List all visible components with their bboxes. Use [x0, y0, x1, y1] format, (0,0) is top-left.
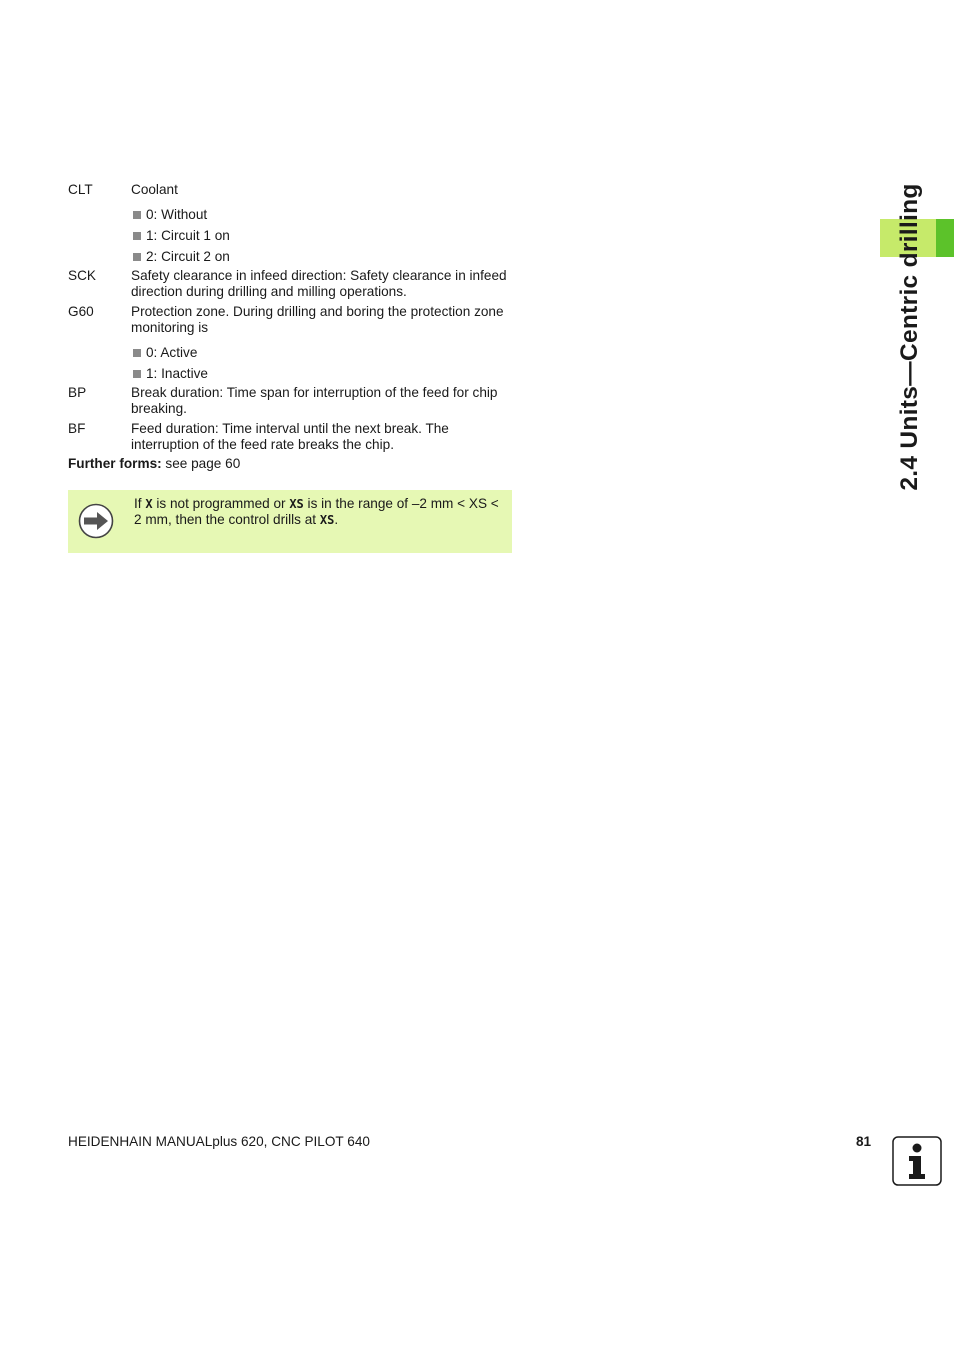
- footer-manual-title: HEIDENHAIN MANUALplus 620, CNC PILOT 640: [68, 1134, 370, 1149]
- arrow-right-icon: [78, 503, 114, 539]
- parameter-list: [68, 182, 518, 472]
- param-sck: [68, 268, 518, 300]
- option-text: 0: Active: [146, 345, 198, 360]
- param-desc: Protection zone. During drilling and boring the protection zone monitoring is: [131, 304, 504, 335]
- square-bullet-icon: [133, 211, 141, 219]
- code-x: X: [145, 497, 153, 511]
- param-code: BP: [68, 385, 87, 400]
- option-item: [68, 207, 518, 223]
- param-desc: Feed duration: Time interval until the next break. The interruption of the feed rate breaks the chip.: [131, 421, 449, 452]
- note-box: [68, 490, 512, 553]
- option-item: [68, 228, 518, 244]
- param-code: CLT: [68, 182, 93, 197]
- param-bp: [68, 385, 518, 417]
- param-code: BF: [68, 421, 86, 436]
- option-item: [68, 366, 518, 382]
- param-clt: [68, 182, 518, 198]
- section-title: 2.4 Units—Centric drilling: [896, 183, 923, 491]
- square-bullet-icon: [133, 370, 141, 378]
- info-icon: [892, 1136, 942, 1186]
- square-bullet-icon: [133, 232, 141, 240]
- param-bf: [68, 421, 518, 453]
- param-code: SCK: [68, 268, 96, 283]
- code-xs: XS: [319, 513, 335, 527]
- option-text: 2: Circuit 2 on: [146, 249, 230, 264]
- option-item: [68, 249, 518, 265]
- further-forms-text: see page 60: [161, 456, 241, 471]
- option-text: 0: Without: [146, 207, 208, 222]
- param-desc: Break duration: Time span for interruption of the feed for chip breaking.: [131, 385, 498, 416]
- option-text: 1: Inactive: [146, 366, 208, 381]
- square-bullet-icon: [133, 253, 141, 261]
- code-xs: XS: [289, 497, 304, 511]
- page-number: 81: [856, 1134, 872, 1149]
- further-forms-label: Further forms:: [68, 456, 162, 471]
- further-forms: [68, 456, 518, 472]
- option-item: [68, 345, 518, 361]
- param-desc: Safety clearance in infeed direction: Safety clearance in infeed direction during drilling and milling operations.: [131, 268, 507, 299]
- param-code: G60: [68, 304, 94, 319]
- chapter-tab-accent: [936, 219, 954, 257]
- param-desc: Coolant: [131, 182, 178, 197]
- square-bullet-icon: [133, 349, 141, 357]
- note-text: If X is not programmed or XS is in the range of –2 mm < XS < 2 mm, then the control drills at XS.: [134, 496, 499, 527]
- option-text: 1: Circuit 1 on: [146, 228, 230, 243]
- param-g60: [68, 304, 518, 336]
